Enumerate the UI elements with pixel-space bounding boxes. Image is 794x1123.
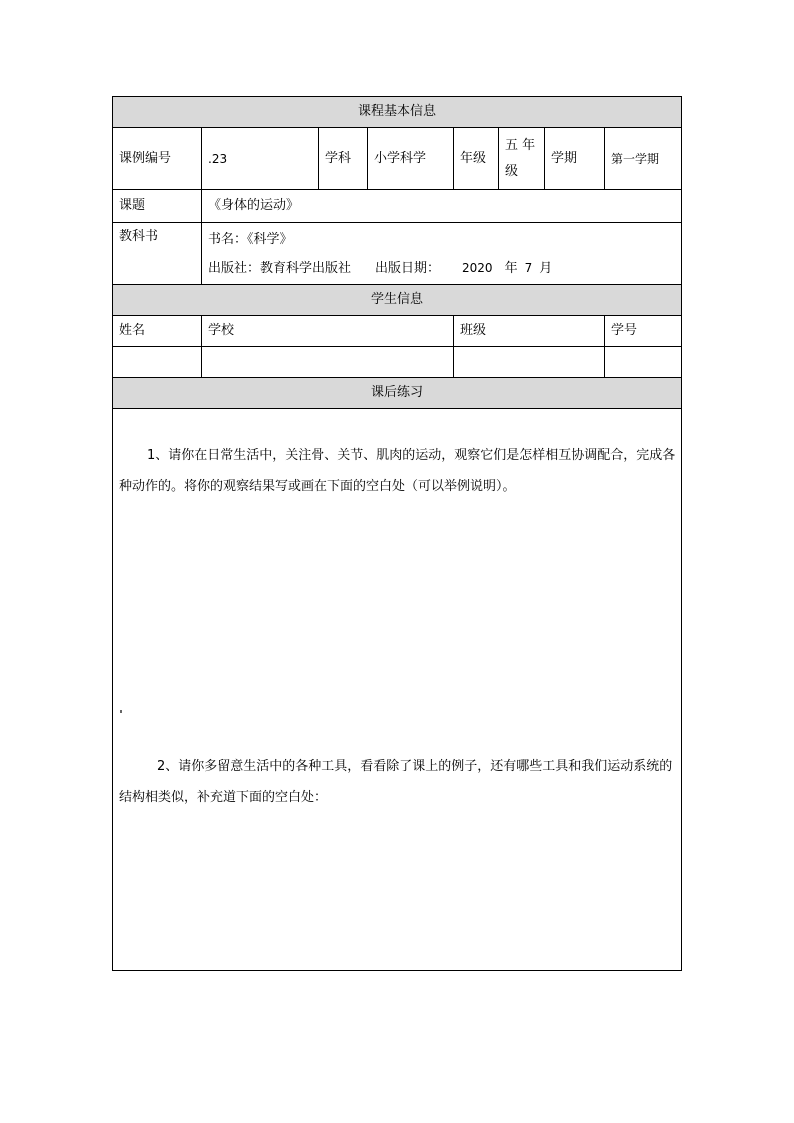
month-unit: 月 bbox=[539, 260, 553, 276]
pub-month: 7 bbox=[524, 260, 533, 275]
textbook-label: 教科书 bbox=[113, 223, 202, 285]
basic-info-header: 课程基本信息 bbox=[113, 97, 682, 128]
case-no-label: 课例编号 bbox=[113, 128, 202, 190]
grade-value bbox=[499, 128, 545, 190]
case-no-value: .23 bbox=[202, 128, 319, 190]
publisher-line bbox=[208, 254, 675, 283]
book-name: 书名：《科学》 bbox=[208, 231, 293, 247]
grade-value-line-1: 五 年 bbox=[505, 137, 536, 153]
year-unit: 年 bbox=[504, 260, 518, 276]
name-label: 姓名 bbox=[113, 316, 202, 347]
question-2: 2、请你多留意生活中的各种工具，看看除了课上的例子，还有哪些工具和我们运动系统的结构相类似，补充道下面的空白处： bbox=[119, 759, 673, 805]
name-field[interactable] bbox=[113, 347, 202, 378]
student-id-label: 学号 bbox=[605, 316, 682, 347]
textbook-info bbox=[202, 223, 682, 285]
term-label: 学期 bbox=[545, 128, 605, 190]
grade-value-line-2: 级 bbox=[505, 163, 519, 179]
subject-label: 学科 bbox=[319, 128, 368, 190]
after-class-header: 课后练习 bbox=[113, 378, 682, 409]
topic-value: 《身体的运动》 bbox=[202, 190, 682, 223]
pub-date-label: 出版日期： bbox=[375, 260, 441, 276]
subject-value: 小学科学 bbox=[368, 128, 454, 190]
stray-mark bbox=[120, 710, 122, 713]
grade-label: 年级 bbox=[454, 128, 499, 190]
term-value: 第一学期 bbox=[605, 128, 682, 190]
student-info-header: 学生信息 bbox=[113, 285, 682, 316]
course-table bbox=[112, 96, 682, 971]
practice-area[interactable] bbox=[113, 409, 682, 971]
class-label: 班级 bbox=[454, 316, 605, 347]
school-label: 学校 bbox=[202, 316, 454, 347]
student-id-field[interactable] bbox=[605, 347, 682, 378]
topic-label: 课题 bbox=[113, 190, 202, 223]
publisher: 出版社：教育科学出版社 bbox=[208, 260, 352, 276]
school-field[interactable] bbox=[202, 347, 454, 378]
class-field[interactable] bbox=[454, 347, 605, 378]
question-1: 1、请你在日常生活中，关注骨、关节、肌肉的运动，观察它们是怎样相互协调配合，完成各种动作的。将你的观察结果写或画在下面的空白处（可以举例说明）。 bbox=[119, 448, 676, 494]
pub-year: 2020 bbox=[462, 260, 493, 275]
course-form bbox=[112, 96, 681, 978]
